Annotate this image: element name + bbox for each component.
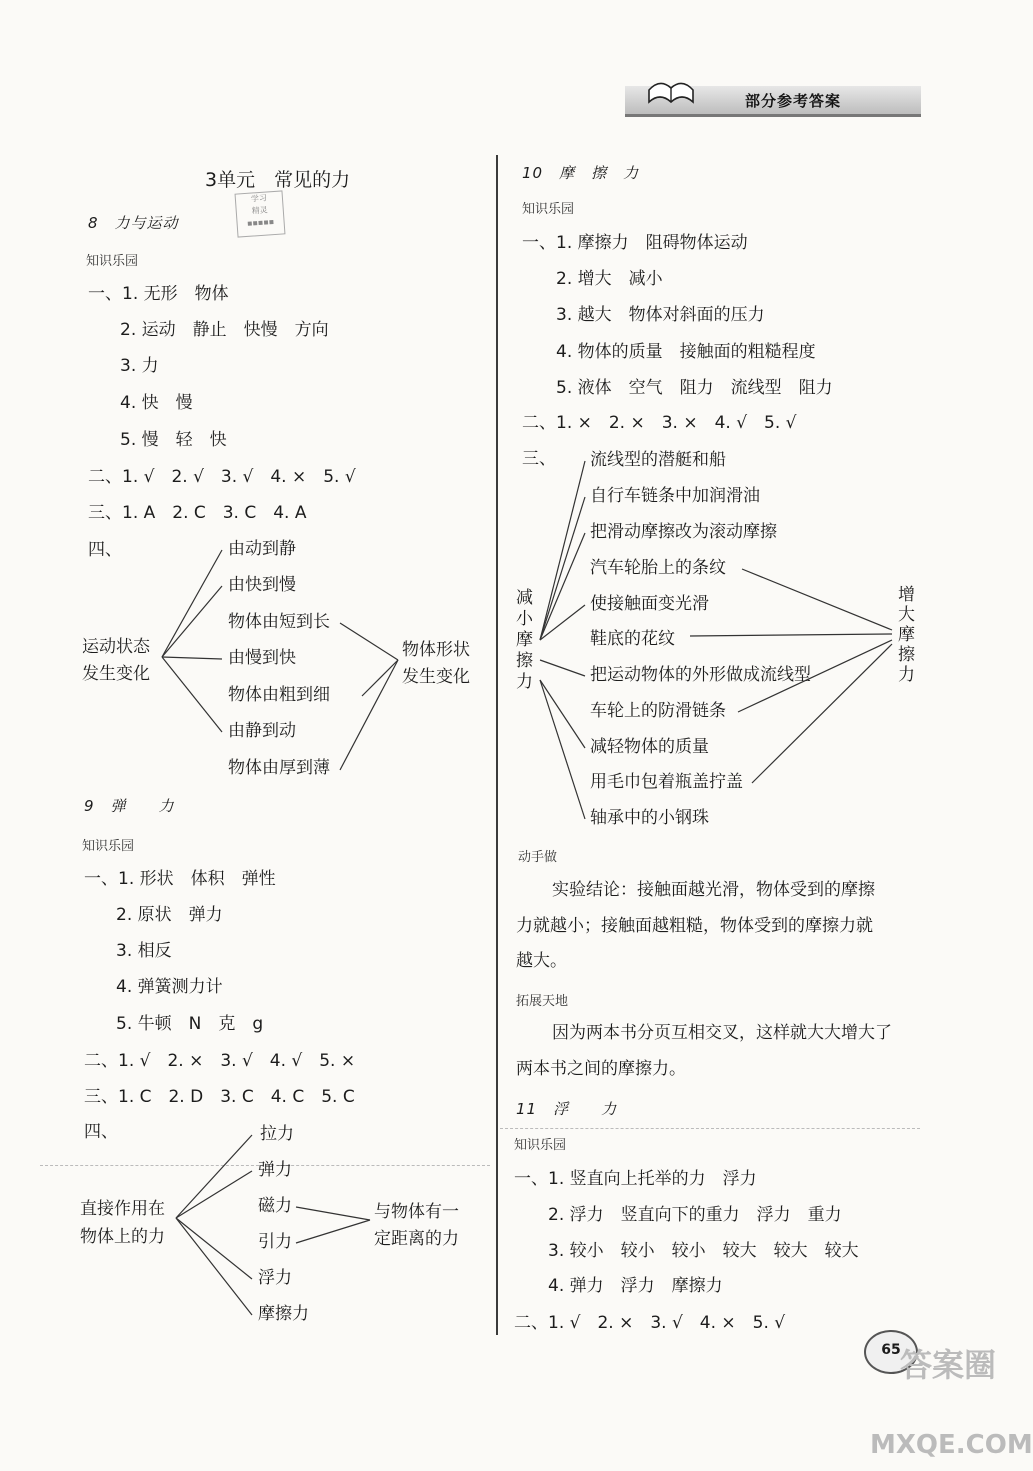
- answer-line: 3. 较小 较小 较小 较大 较大 较大: [548, 1241, 859, 1261]
- answer-line: 3. 越大 物体对斜面的压力: [556, 305, 765, 325]
- match-line: [176, 1171, 252, 1218]
- match-right-label: 发生变化: [402, 667, 470, 687]
- match-item: 自行车链条中加润滑油: [590, 486, 760, 506]
- answer-line: 三、1. A 2. C 3. C 4. A: [88, 503, 307, 523]
- match-item: 磁力: [258, 1196, 292, 1216]
- match-line: [296, 1220, 370, 1243]
- match-line: [738, 640, 892, 712]
- match-item: 流线型的潜艇和船: [590, 450, 726, 470]
- answer-line: 二、1. √ 2. √ 3. √ 4. × 5. √: [88, 467, 356, 487]
- match-line: [162, 657, 222, 732]
- match-line: [176, 1218, 252, 1279]
- match-item: 用毛巾包着瓶盖拧盖: [590, 772, 743, 792]
- answer-line: 4. 物体的质量 接触面的粗糙程度: [556, 342, 816, 362]
- answer-line: 二、1. √ 2. × 3. √ 4. × 5. √: [514, 1313, 786, 1333]
- hands-on-line: 越大。: [516, 951, 567, 971]
- match-line: [540, 660, 585, 676]
- section-11-zone: 知识乐园: [514, 1138, 567, 1153]
- answer-line: 4. 弹力 浮力 摩擦力: [548, 1276, 723, 1296]
- unit-title: 3单元 常见的力: [205, 169, 351, 191]
- section-9-zone: 知识乐园: [82, 839, 135, 854]
- match-line: [540, 680, 585, 748]
- match-left-label: 运动状态: [82, 637, 150, 657]
- watermark-url: MXQE.COM: [870, 1430, 1033, 1460]
- match-item: 由动到静: [228, 539, 296, 559]
- match-line: [540, 680, 585, 819]
- match-item: 由快到慢: [228, 575, 296, 595]
- match-item: 物体由短到长: [228, 612, 330, 632]
- match-line: [162, 550, 222, 657]
- answer-line: 三、1. C 2. D 3. C 4. C 5. C: [84, 1087, 355, 1107]
- question-label: 三、: [522, 449, 556, 469]
- match-line: [752, 644, 892, 783]
- section-8-zone: 知识乐园: [86, 254, 139, 269]
- match-left-label: 发生变化: [82, 664, 150, 684]
- match-line: [340, 660, 398, 770]
- answer-line: 2. 浮力 竖直向下的重力 浮力 重力: [548, 1205, 842, 1225]
- match-item: 引力: [258, 1232, 292, 1252]
- match-item: 轴承中的小钢珠: [590, 808, 709, 828]
- question-label: 四、: [84, 1122, 118, 1142]
- match-line: [742, 569, 892, 630]
- answer-line: 二、1. √ 2. × 3. √ 4. √ 5. ×: [84, 1051, 356, 1071]
- header-title: 部分参考答案: [745, 92, 842, 110]
- answer-line: 二、1. × 2. × 3. × 4. √ 5. √: [522, 413, 797, 433]
- answer-line: 5. 牛顿 N 克 g: [116, 1014, 264, 1034]
- match-left-label: 物体上的力: [80, 1227, 165, 1247]
- match-left-label: 直接作用在: [80, 1199, 165, 1219]
- match-right-vertical: 增大摩擦力: [898, 585, 915, 685]
- section-10-zone: 知识乐园: [522, 202, 575, 217]
- match-item: 物体由厚到薄: [228, 758, 330, 778]
- watermark-logo: 答案圈: [900, 1346, 997, 1384]
- match-item: 鞋底的花纹: [590, 629, 675, 649]
- extension-line: 因为两本书分页互相交叉，这样就大大增大了: [552, 1023, 892, 1043]
- extension-title: 拓展天地: [516, 994, 569, 1009]
- match-line: [162, 586, 222, 657]
- match-item: 拉力: [260, 1124, 294, 1144]
- match-line: [362, 660, 398, 696]
- match-line: [176, 1135, 252, 1218]
- section-10-title: 10 摩 擦 力: [522, 164, 640, 182]
- hands-on-title: 动手做: [518, 850, 558, 865]
- match-item: 物体由粗到细: [228, 685, 330, 705]
- match-line: [690, 634, 892, 636]
- match-item: 由静到动: [228, 721, 296, 741]
- match-item: 把运动物体的外形做成流线型: [590, 665, 811, 685]
- match-item: 减轻物体的质量: [590, 737, 709, 757]
- match-item: 车轮上的防滑链条: [590, 701, 726, 721]
- section-9-title: 9 弹 力: [84, 797, 175, 815]
- match-right-label: 物体形状: [402, 640, 470, 660]
- match-item: 浮力: [258, 1268, 292, 1288]
- answer-line: 3. 相反: [116, 941, 172, 961]
- match-left-vertical: 减小摩擦力: [516, 588, 533, 692]
- extension-line: 两本书之间的摩擦力。: [516, 1059, 686, 1079]
- answer-line: 2. 运动 静止 快慢 方向: [120, 320, 329, 340]
- answer-line: 4. 快 慢: [120, 393, 193, 413]
- match-item: 把滑动摩擦改为滚动摩擦: [590, 522, 777, 542]
- match-line: [540, 497, 585, 640]
- answer-line: 2. 增大 减小: [556, 269, 663, 289]
- match-item: 弹力: [258, 1160, 292, 1180]
- question-label: 四、: [88, 540, 122, 560]
- match-line: [340, 623, 398, 660]
- match-item: 使接触面变光滑: [590, 594, 709, 614]
- answer-line: 一、1. 摩擦力 阻碍物体运动: [522, 233, 748, 253]
- hands-on-line: 实验结论：接触面越光滑，物体受到的摩擦: [552, 880, 875, 900]
- stamp-logo: 学习 精灵 ▪▪▪▪▪: [235, 190, 286, 237]
- answer-line: 5. 慢 轻 快: [120, 430, 227, 450]
- match-item: 汽车轮胎上的条纹: [590, 558, 726, 578]
- answer-line: 一、1. 形状 体积 弹性: [84, 869, 276, 889]
- page-number: 65: [864, 1330, 918, 1374]
- answer-line: 一、1. 竖直向上托举的力 浮力: [514, 1169, 757, 1189]
- answer-line: 2. 原状 弹力: [116, 905, 223, 925]
- answer-line: 4. 弹簧测力计: [116, 977, 223, 997]
- match-line: [296, 1207, 370, 1220]
- hands-on-line: 力就越小；接触面越粗糙，物体受到的摩擦力就: [516, 916, 873, 936]
- match-item: 摩擦力: [258, 1304, 309, 1324]
- section-11-title: 11 浮 力: [516, 1100, 618, 1118]
- match-item: 由慢到快: [228, 648, 296, 668]
- match-right-label: 定距离的力: [374, 1229, 459, 1249]
- match-right-label: 与物体有一: [374, 1202, 459, 1222]
- answer-line: 一、1. 无形 物体: [88, 284, 229, 304]
- answer-line: 5. 液体 空气 阻力 流线型 阻力: [556, 378, 833, 398]
- section-8-title: 8 力与运动: [88, 214, 179, 232]
- answer-line: 3. 力: [120, 356, 159, 376]
- match-line: [176, 1218, 252, 1315]
- match-line: [162, 657, 222, 659]
